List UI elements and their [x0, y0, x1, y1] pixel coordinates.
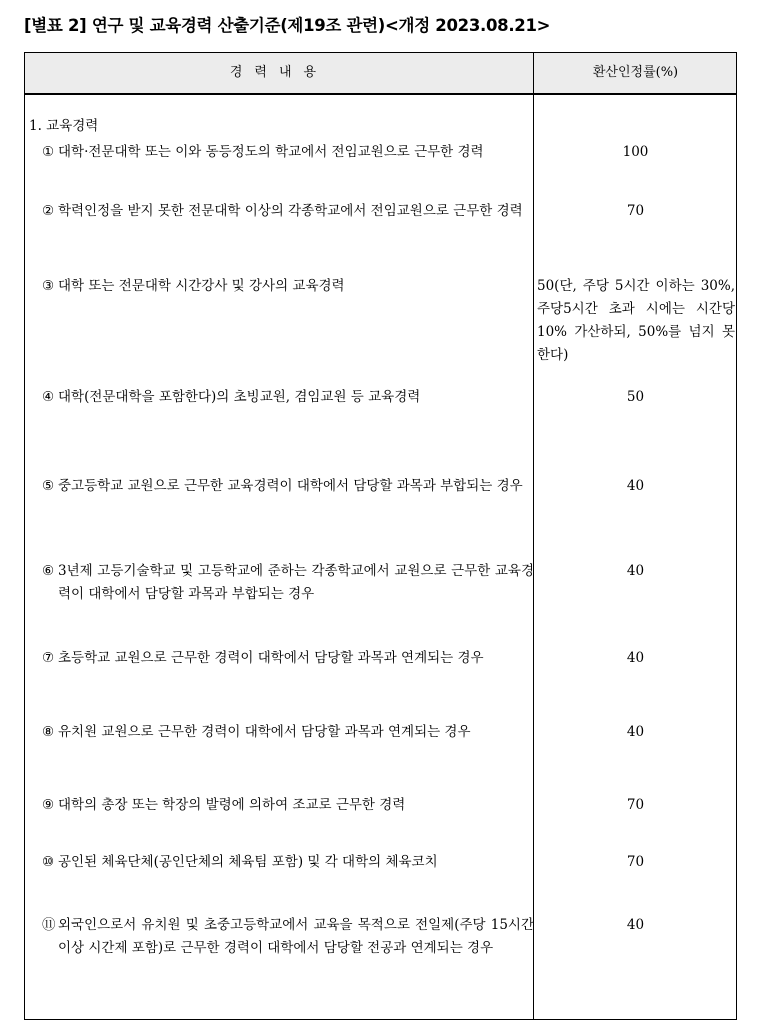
- row-description: 대학 또는 전문대학 시간강사 및 강사의 교육경력: [58, 278, 345, 294]
- row-description: 유치원 교원으로 근무한 경력이 대학에서 담당할 과목과 연계되는 경우: [58, 724, 471, 740]
- row-number: ③: [42, 278, 55, 294]
- table-row-2-text: [42, 200, 534, 223]
- table-row-9-text: [42, 794, 534, 817]
- row-number: ②: [42, 203, 55, 219]
- row-number: ⑤: [42, 478, 55, 494]
- table-row-5-rate: 40: [626, 478, 645, 494]
- row-number: ①: [42, 144, 55, 160]
- row-description: 학력인정을 받지 못한 전문대학 이상의 각종학교에서 전임교원으로 근무한 경력: [58, 203, 523, 219]
- career-criteria-table: [24, 52, 737, 1020]
- table-row-7-rate: 40: [626, 650, 645, 666]
- row-number: ⑪: [42, 917, 56, 933]
- row-description: 대학(전문대학을 포함한다)의 초빙교원, 겸임교원 등 교육경력: [58, 389, 421, 405]
- table-row-10-text: [42, 851, 534, 874]
- row-number: ⑥: [42, 563, 55, 579]
- table-row-4-rate: 50: [626, 389, 645, 405]
- table-row-9-rate: 70: [626, 797, 645, 813]
- table-row-7-text: [42, 647, 534, 670]
- table-row-10-rate: 70: [626, 854, 645, 870]
- table-row-1-rate: 100: [622, 144, 649, 160]
- table-row-3-text: [42, 275, 534, 298]
- section-heading: 1. 교육경력: [29, 118, 99, 134]
- table-row-8-text: [42, 721, 534, 744]
- table-row-11-text: [42, 914, 534, 960]
- table-header: [25, 53, 736, 95]
- row-description: 중고등학교 교원으로 근무한 교육경력이 대학에서 담당할 과목과 부합되는 경우: [58, 478, 523, 494]
- row-number: ⑦: [42, 650, 55, 666]
- row-number: ⑧: [42, 724, 55, 740]
- table-row-5-text: [42, 475, 534, 498]
- row-number: ⑨: [42, 797, 55, 813]
- row-description: 외국인으로서 유치원 및 초중고등학교에서 교육을 목적으로 전일제(주당 15시간 이상 시간제 포함)로 근무한 경력이 대학에서 담당할 전공과 연계되는 경우: [58, 917, 534, 956]
- table-row-8-rate: 40: [626, 724, 645, 740]
- row-description: 3년제 고등기술학교 및 고등학교에 준하는 각종학교에서 교원으로 근무한 교육경력이 대학에서 담당할 과목과 부합되는 경우: [58, 563, 534, 602]
- row-description: 대학의 총장 또는 학장의 발령에 의하여 조교로 근무한 경력: [58, 797, 406, 813]
- page-title: [별표 2] 연구 및 교육경력 산출기준(제19조 관련)<개정 2023.08.21>: [24, 16, 551, 35]
- header-rate-column: 환산인정률(%): [592, 65, 679, 80]
- table-row-6-rate: 40: [626, 563, 645, 579]
- row-description: 대학·전문대학 또는 이와 동등정도의 학교에서 전임교원으로 근무한 경력: [58, 144, 484, 160]
- row-description: 초등학교 교원으로 근무한 경력이 대학에서 담당할 과목과 연계되는 경우: [58, 650, 484, 666]
- table-row-6-text: [42, 560, 534, 606]
- header-content-column: 경력내용: [229, 65, 329, 80]
- row-number: ⑩: [42, 854, 55, 870]
- column-divider: [533, 53, 534, 1019]
- table-row-1-text: [42, 141, 534, 164]
- table-row-2-rate: 70: [626, 203, 645, 219]
- table-row-11-rate: 40: [626, 917, 645, 933]
- row-description: 공인된 체육단체(공인단체의 체육팀 포함) 및 각 대학의 체육코치: [58, 854, 438, 870]
- table-row-4-text: [42, 386, 534, 409]
- row-number: ④: [42, 389, 55, 405]
- table-row-3-rate: 50(단, 주당 5시간 이하는 30%, 주당5시간 초과 시에는 시간당 10% 가산하되, 50%를 넘지 못한다): [537, 278, 735, 363]
